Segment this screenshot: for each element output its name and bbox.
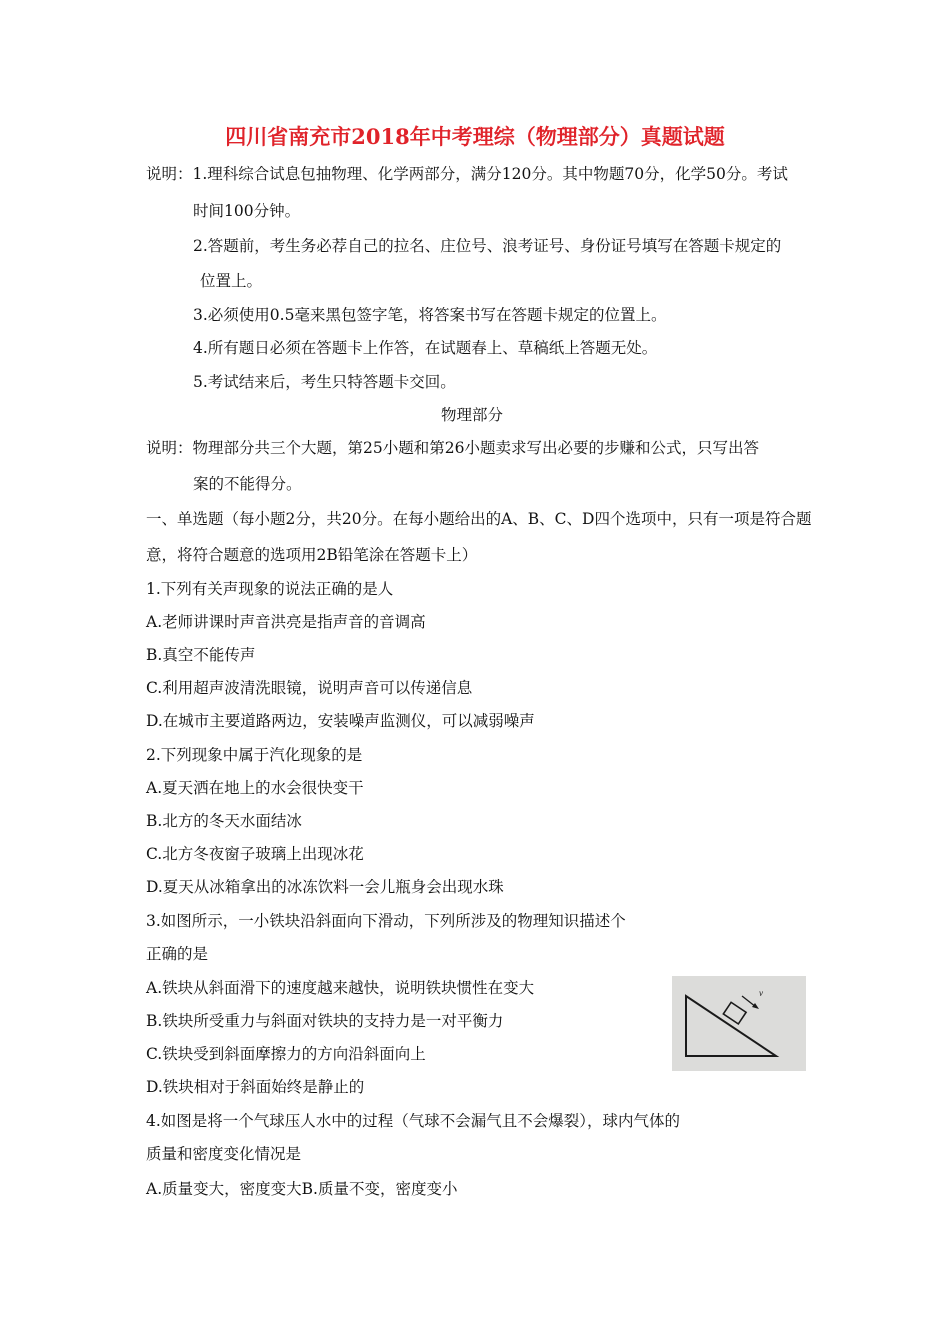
q3-option-d: D.铁块相对于斜面始终是静止的	[146, 1078, 365, 1096]
part1-heading-line-1: 一、单选题（每小题2分，共20分。在每小题给出的A、B、C、D四个选项中，只有一项是符合题	[146, 510, 812, 528]
q3-option-c: C.铁块受到斜面摩擦力的方向沿斜面向上	[146, 1045, 426, 1063]
section-title: 物理部分	[441, 406, 504, 424]
physics-note-line-1: 说明：物理部分共三个大题，第25小题和第26小题卖求写出必要的步赚和公式，只写出答	[146, 439, 759, 457]
q4-stem-line-1: 4.如图是将一个气球压人水中的过程（气球不会漏气且不会爆裂），球内气体的	[146, 1112, 681, 1130]
part1-heading-line-2: 意，将符合题意的选项用2B铅笔涂在答题卡上）	[146, 546, 478, 564]
q3-stem-line-1: 3.如图所示，一小铁块沿斜面向下滑动，下列所涉及的物理知识描述个	[146, 912, 626, 930]
instruction-line-2: 2.答题前，考生务必荐自己的拉名、庄位号、浪考证号、身份证号填写在答题卡规定的	[193, 237, 782, 255]
q2-option-c: C.北方冬夜窗子玻璃上出现冰花	[146, 845, 364, 863]
instruction-line-1: 说明：1.理科综合试息包抽物理、化学两部分，满分120分。其中物题70分，化学50分。考试	[146, 165, 788, 183]
instruction-line-5: 5.考试结来后，考生只特答题卡交回。	[193, 373, 456, 391]
q3-stem-line-2: 正确的是	[146, 945, 209, 963]
q2-option-b: B.北方的冬天水面结冰	[146, 812, 302, 830]
q3-option-b: B.铁块所受重力与斜面对铁块的支持力是一对平衡力	[146, 1012, 504, 1030]
q1-option-a: A.老师讲课时声音洪亮是指声音的音调高	[146, 613, 426, 631]
q3-option-a: A.铁块从斜面滑下的速度越来越快，说明铁块惯性在变大	[146, 979, 535, 997]
q1-stem: 1.下列有关声现象的说法正确的是人	[146, 580, 394, 598]
q2-option-a: A.夏天洒在地上的水会很快变干	[146, 779, 364, 797]
instruction-line-3: 3.必须使用0.5毫来黑包签字笔，将答案书写在答题卡规定的位置上。	[193, 306, 667, 324]
q2-option-d: D.夏天从冰箱拿出的冰冻饮料一会儿瓶身会出现水珠	[146, 878, 504, 896]
q1-option-c: C.利用超声波清洗眼镜，说明声音可以传递信息	[146, 679, 473, 697]
instruction-line-2-cont: 位置上。	[200, 272, 263, 290]
incline-figure	[672, 976, 806, 1071]
q4-stem-line-2: 质量和密度变化情况是	[146, 1145, 302, 1163]
instruction-line-1-cont: 时间100分钟。	[193, 202, 301, 220]
iron-block	[723, 1002, 746, 1024]
q2-stem: 2.下列现象中属于汽化现象的是	[146, 746, 363, 764]
instruction-line-4: 4.所有题日必须在答题卡上作答，在试题春上、草稿纸上答题无处。	[193, 339, 658, 357]
physics-note-line-1-cont: 案的不能得分。	[193, 475, 302, 493]
q1-option-b: B.真空不能传声	[146, 646, 256, 664]
q4-options-ab: A.质量变大，密度变大B.质量不变，密度变小	[146, 1180, 458, 1198]
incline-block-diagram	[672, 976, 806, 1071]
document-title: 四川省南充市2018年中考理综（物理部分）真题试题	[225, 124, 725, 149]
velocity-label: v	[759, 988, 763, 998]
q1-option-d: D.在城市主要道路两边，安装噪声监测仪，可以减弱噪声	[146, 712, 535, 730]
